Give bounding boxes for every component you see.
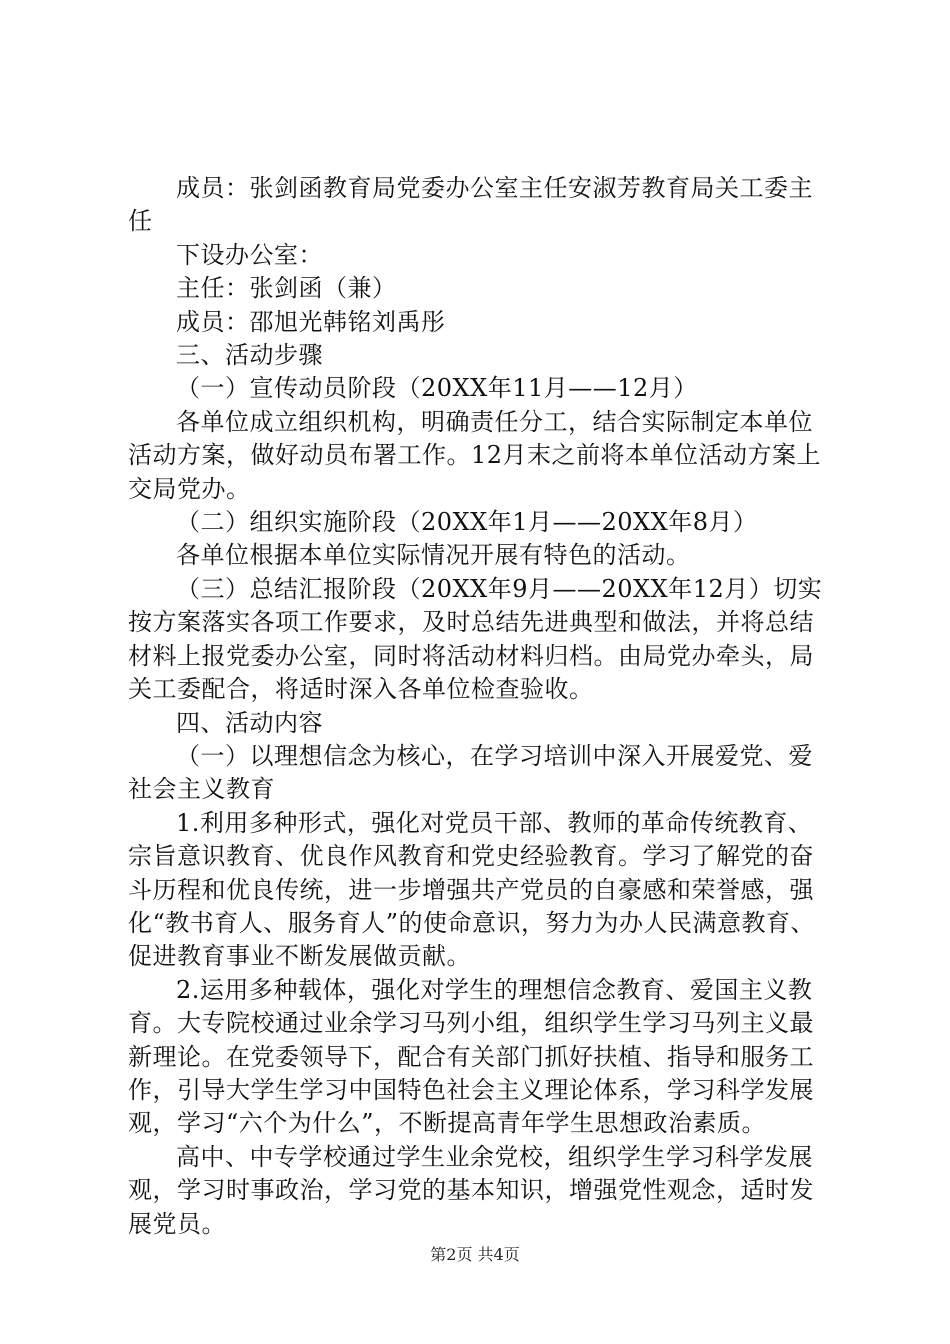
paragraph-summary-stage: （三）总结汇报阶段（20XX年9月——20XX年12月）切实按方案落实各项工作要求，及时总结先进典型和做法，并将总结材料上报党委办公室，同时将活动材料归档。由局党办牵头，局关工委配合，将适时深入各单位检查验收。	[128, 574, 823, 704]
subheading-ideals-education: （一）以理想信念为核心，在学习培训中深入开展爱党、爱社会主义教育	[128, 741, 813, 804]
paragraph-implementation-detail: 各单位根据本单位实际情况开展有特色的活动。	[176, 541, 691, 570]
paragraph-office-members: 成员：邵旭光韩铭刘禹彤	[176, 307, 446, 336]
paragraph-members: 成员：张剑函教育局党委办公室主任安淑芳教育局关工委主任	[128, 174, 813, 236]
paragraph-office-heading: 下设办公室：	[176, 240, 323, 269]
paragraph-item-1: 1.利用多种形式，强化对党员干部、教师的革命传统教育、宗旨意识教育、优良作风教育和党史经验教育。学习了解党的奋斗历程和优良传统，进一步增强共产党员的自豪感和荣誉感，强化“教书育人、服务育人”的使命意识，努力为办人民满意教育、促进教育事业不断发展做贡献。	[128, 808, 816, 971]
document-body	[128, 172, 834, 1241]
section-heading-activity-content: 四、活动内容	[176, 708, 323, 737]
section-heading-activity-steps: 三、活动步骤	[176, 341, 323, 370]
subheading-implementation-stage: （二）组织实施阶段（20XX年1月——20XX年8月）	[176, 508, 758, 537]
page-number-footer: 第2页 共4页	[430, 1245, 520, 1264]
paragraph-high-school: 高中、中专学校通过学生业余党校，组织学生学习科学发展观，学习时事政治，学习党的基本知识，增强党性观念，适时发展党员。	[128, 1142, 814, 1238]
paragraph-mobilization-detail: 各单位成立组织机构，明确责任分工，结合实际制定本单位活动方案，做好动员布署工作。12月末之前将本单位活动方案上交局党办。	[128, 407, 822, 503]
paragraph-office-director: 主任：张剑函（兼）	[176, 274, 397, 303]
paragraph-item-2: 2.运用多种载体，强化对学生的理想信念教育、爱国主义教育。大专院校通过业余学习马列小组，组织学生学习马列主义最新理论。在党委领导下，配合有关部门抓好扶植、指导和服务工作，引导大学生学习中国特色社会主义理论体系，学习科学发展观，学习“六个为什么”，不断提高青年学生思想政治素质。	[128, 975, 814, 1138]
subheading-mobilization-stage: （一）宣传动员阶段（20XX年11月——12月）	[176, 374, 698, 403]
